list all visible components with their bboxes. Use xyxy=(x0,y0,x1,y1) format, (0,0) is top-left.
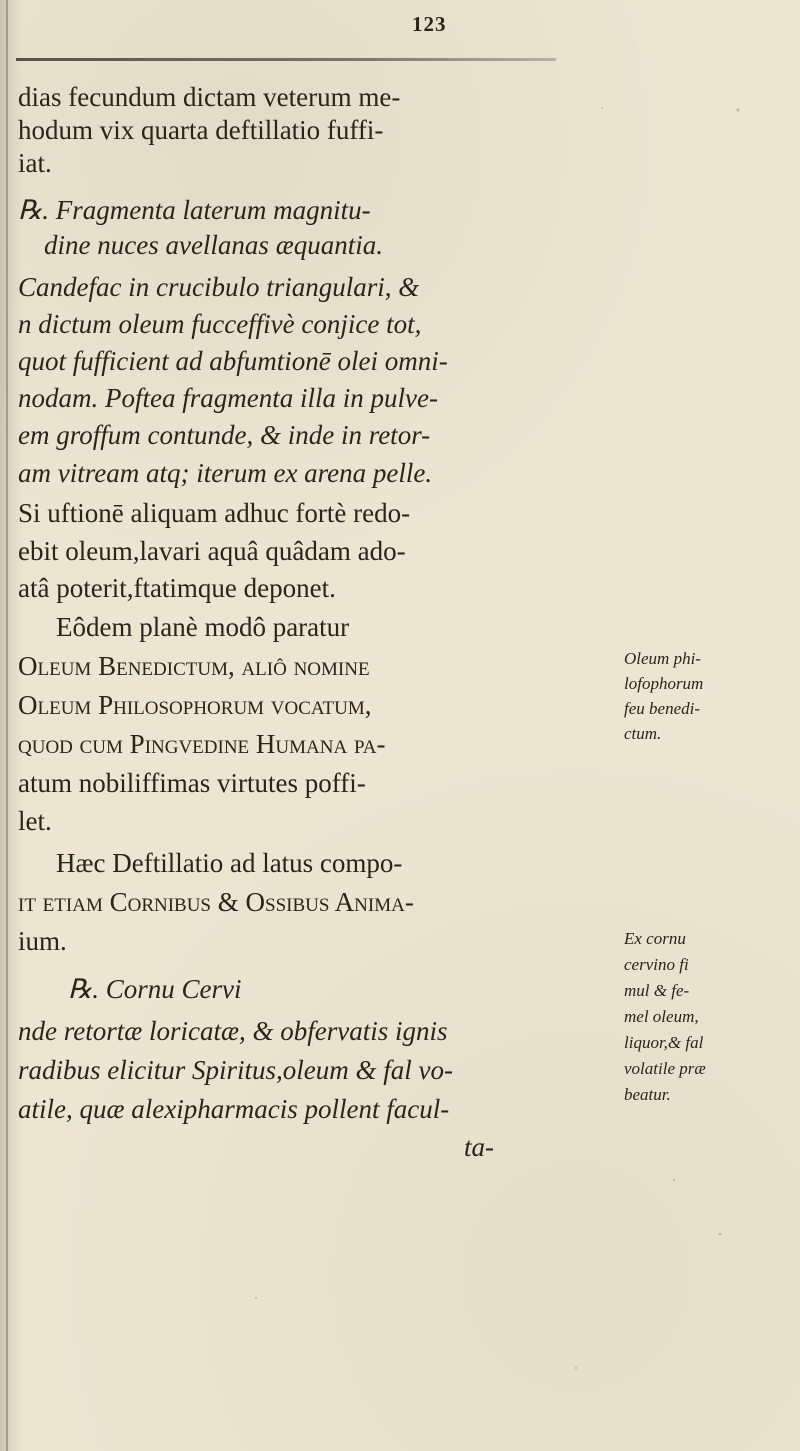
text-line: Hæc Deftillatio ad latus compo- xyxy=(56,848,403,878)
text-line: Candefac in crucibulo triangulari, & xyxy=(18,272,420,302)
text-line: dias fecundum dictam veterum me- xyxy=(18,82,401,112)
page-gutter-edge xyxy=(6,0,8,1451)
text-line: am vitream atq; iterum ex arena pelle. xyxy=(18,458,433,488)
text-line: nde retortæ loricatæ, & obfervatis ignis xyxy=(18,1016,448,1046)
text-line: it etiam Cornibus & Ossibus Anima- xyxy=(18,887,414,917)
text-line: quod cum Pingvedine Humana pa- xyxy=(18,729,386,759)
page-number: 123 xyxy=(412,12,447,36)
text-line: quot fufficient ad abfumtionē olei omni- xyxy=(18,346,448,376)
text-line: ℞. Cornu Cervi xyxy=(68,974,242,1004)
marginal-note-line: cervino fi xyxy=(624,955,689,974)
text-line: dine nuces avellanas æquantia. xyxy=(44,230,383,260)
marginal-note-line: Oleum phi- xyxy=(624,649,701,668)
text-line: Si uftionē aliquam adhuc fortè redo- xyxy=(18,498,411,528)
marginal-note-line: volatile præ xyxy=(624,1059,706,1078)
text-line: Eôdem planè modô paratur xyxy=(56,612,350,642)
text-line: radibus elicitur Spiritus,oleum & fal vo- xyxy=(18,1055,453,1085)
text-line: atum nobiliffimas virtutes poffi- xyxy=(18,768,366,798)
text-line: ta- xyxy=(464,1132,494,1162)
marginal-note-line: liquor,& fal xyxy=(624,1033,704,1052)
text-line: hodum vix quarta deftillatio fuffi- xyxy=(18,115,384,145)
marginal-note-line: mel oleum, xyxy=(624,1007,699,1026)
marginal-note-line: beatur. xyxy=(624,1085,671,1104)
marginal-note-line: Ex cornu xyxy=(624,929,686,948)
marginal-note-line: lofophorum xyxy=(624,674,704,693)
text-line: ium. xyxy=(18,926,67,956)
marginal-note-line: ctum. xyxy=(624,724,662,743)
marginal-note-line: mul & fe- xyxy=(624,981,690,1000)
text-line: ebit oleum,lavari aquâ quâdam ado- xyxy=(18,536,406,566)
text-line: n dictum oleum fucceffivè conjice tot, xyxy=(18,309,422,339)
text-line: let. xyxy=(18,806,52,836)
marginal-note-line: feu benedi- xyxy=(624,699,700,718)
text-line: atâ poterit,ftatimque deponet. xyxy=(18,573,336,603)
text-line: nodam. Poftea fragmenta illa in pulve- xyxy=(18,383,438,413)
text-line: atile, quæ alexipharmacis pollent facul- xyxy=(18,1094,450,1124)
text-line: em groffum contunde, & inde in retor- xyxy=(18,420,431,450)
text-line: Oleum Philosophorum vocatum, xyxy=(18,690,372,720)
text-line: ℞. Fragmenta laterum magnitu- xyxy=(18,195,371,225)
header-rule xyxy=(16,58,556,61)
text-line: Oleum Benedictum, aliô nomine xyxy=(18,651,370,681)
text-line: iat. xyxy=(18,148,52,178)
